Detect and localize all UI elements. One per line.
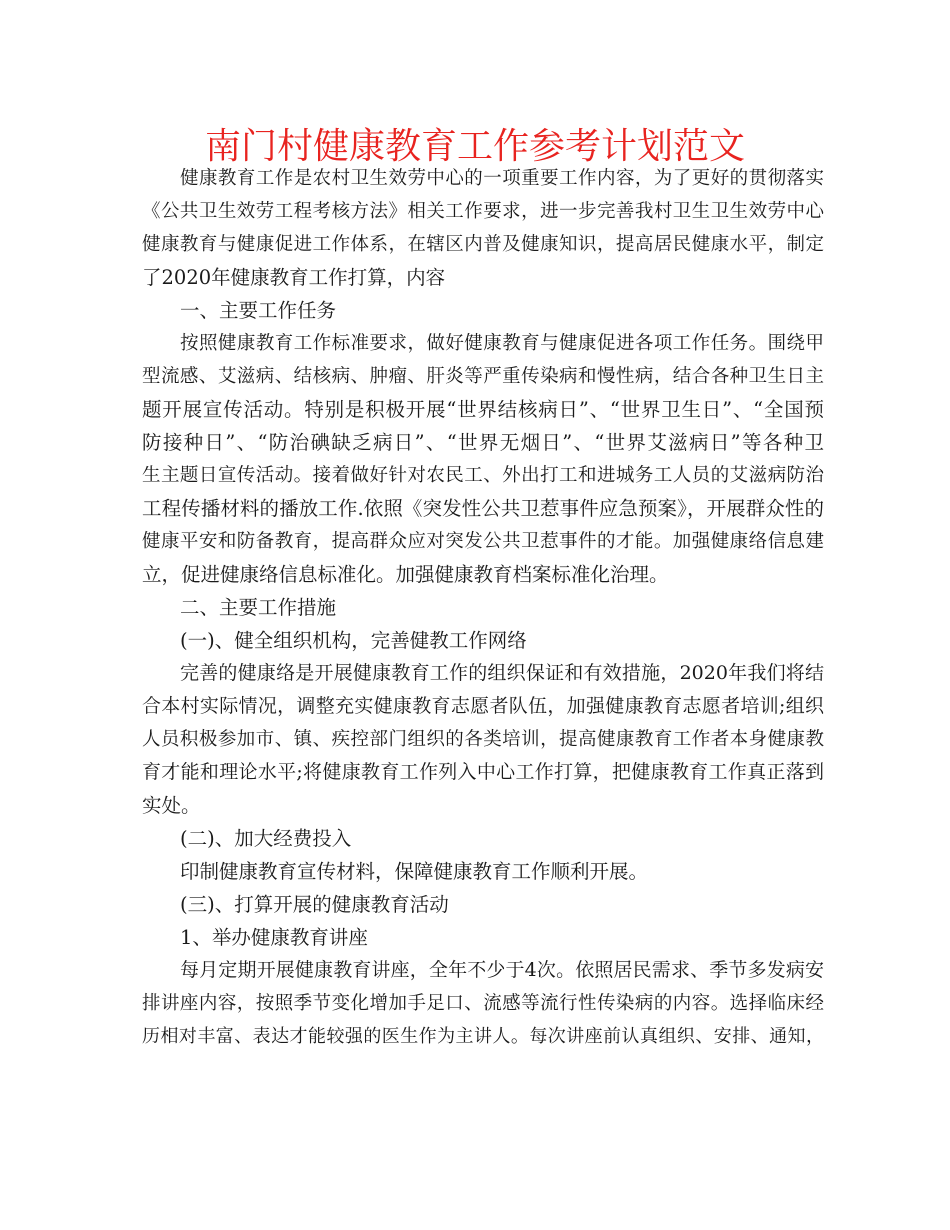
document-line: 防接种日”、“防治碘缺乏病日”、“世界无烟日”、“世界艾滋病日”等各种卫 (142, 431, 824, 454)
document-line: 《公共卫生效劳工程考核方法》相关工作要求，进一步完善我村卫生卫生效劳中心 (142, 201, 824, 222)
document-line: 印制健康教育宣传材料，保障健康教育工作顺利开展。 (180, 860, 649, 883)
document-line: 立，促进健康络信息标准化。加强健康教育档案标准化治理。 (142, 563, 669, 586)
document-line: 题开展宣传活动。特别是积极开展“世界结核病日”、“世界卫生日”、“全国预 (142, 398, 824, 421)
document-body (142, 162, 824, 1053)
document-line: 每月定期开展健康教育讲座，全年不少于4次。依照居民需求、季节多发病安 (180, 959, 824, 981)
document-line: 育才能和理论水平;将健康教育工作列入中心工作打算，把健康教育工作真正落到 (142, 761, 824, 783)
document-line: 了2020年健康教育工作打算，内容 (142, 266, 446, 289)
document-line: 合本村实际情况，调整充实健康教育志愿者队伍，加强健康教育志愿者培训;组织 (142, 695, 824, 717)
document-line: 健康平安和防备教育，提高群众应对突发公共卫惹事件的才能。加强健康络信息建 (142, 531, 824, 552)
document-line: (二)、加大经费投入 (180, 827, 352, 850)
document-line: (一)、健全组织机构，完善健教工作网络 (180, 629, 527, 652)
document-line: 排讲座内容，按照季节变化增加手足口、流感等流行性传染病的内容。选择临床经 (142, 993, 824, 1014)
document-line: 一、主要工作任务 (180, 299, 337, 322)
document-line: 健康教育与健康促进工作体系，在辖区内普及健康知识，提高居民健康水平，制定 (142, 234, 824, 255)
document-line: 按照健康教育工作标准要求，做好健康教育与健康促进各项工作任务。围绕甲 (180, 333, 824, 354)
document-line: (三)、打算开展的健康教育活动 (180, 893, 449, 916)
document-line: 1、举办健康教育讲座 (180, 926, 368, 949)
document-line: 历相对丰富、表达才能较强的医生作为主讲人。每次讲座前认真组织、安排、通知， (142, 1026, 824, 1047)
document-line: 二、主要工作措施 (180, 596, 337, 619)
document-line: 型流感、艾滋病、结核病、肿瘤、肝炎等严重传染病和慢性病，结合各种卫生日主 (142, 366, 824, 387)
document-line: 实处。 (142, 794, 201, 817)
document-line: 完善的健康络是开展健康教育工作的组织保证和有效措施，2020年我们将结 (180, 662, 824, 684)
document-line: 健康教育工作是农村卫生效劳中心的一项重要工作内容，为了更好的贯彻落实 (180, 168, 824, 189)
document-line: 工程传播材料的播放工作.依照《突发性公共卫惹事件应急预案》，开展群众性的 (142, 497, 824, 520)
document-line: 生主题日宣传活动。接着做好针对农民工、外出打工和进城务工人员的艾滋病防治 (142, 465, 824, 486)
document-title: 南门村健康教育工作参考计划范文 (204, 126, 745, 167)
document-line: 人员积极参加市、镇、疾控部门组织的各类培训，提高健康教育工作者本身健康教 (142, 729, 824, 750)
